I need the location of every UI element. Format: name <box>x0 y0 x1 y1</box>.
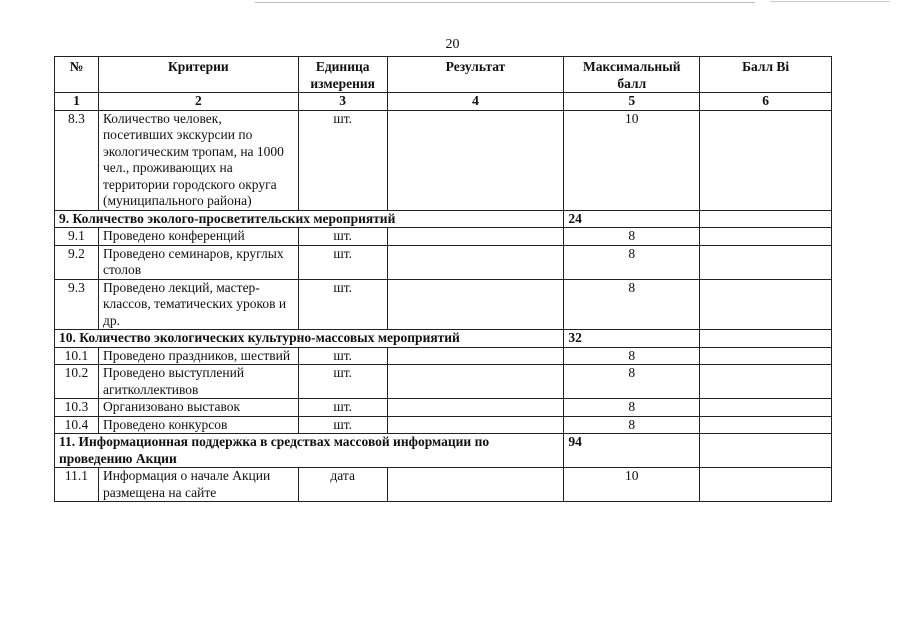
table-row <box>55 365 832 399</box>
row-result <box>387 228 564 246</box>
row-result <box>387 347 564 365</box>
column-number: 4 <box>387 93 564 111</box>
row-score <box>700 110 832 210</box>
column-number: 2 <box>98 93 298 111</box>
section-max-score: 24 <box>564 210 700 228</box>
section-score <box>700 330 832 348</box>
column-number: 1 <box>55 93 99 111</box>
row-unit: дата <box>298 468 387 502</box>
row-criteria: Проведено конкурсов <box>98 416 298 434</box>
row-criteria: Организовано выставок <box>98 399 298 417</box>
header-criteria: Критерии <box>98 57 298 93</box>
row-max-score: 10 <box>564 110 700 210</box>
table-row <box>55 416 832 434</box>
table-row <box>55 245 832 279</box>
row-number: 10.1 <box>55 347 99 365</box>
section-max-score: 94 <box>564 434 700 468</box>
row-number: 10.3 <box>55 399 99 417</box>
row-max-score: 8 <box>564 416 700 434</box>
section-title: 9. Количество эколого-просветительских мероприятий <box>55 210 564 228</box>
header-max: Максимальный балл <box>564 57 700 93</box>
header-result: Результат <box>387 57 564 93</box>
row-max-score: 8 <box>564 279 700 330</box>
section-row <box>55 434 832 468</box>
table-header-row <box>55 57 832 93</box>
row-score <box>700 399 832 417</box>
row-score <box>700 245 832 279</box>
row-max-score: 10 <box>564 468 700 502</box>
column-number: 6 <box>700 93 832 111</box>
row-unit: шт. <box>298 228 387 246</box>
row-unit: шт. <box>298 110 387 210</box>
section-max-score: 32 <box>564 330 700 348</box>
row-result <box>387 468 564 502</box>
row-criteria: Проведено праздников, шествий <box>98 347 298 365</box>
row-score <box>700 416 832 434</box>
row-result <box>387 245 564 279</box>
row-criteria: Проведено конференций <box>98 228 298 246</box>
row-criteria: Информация о начале Акции размещена на сайте <box>98 468 298 502</box>
header-num: № <box>55 57 99 93</box>
section-score <box>700 434 832 468</box>
row-result <box>387 365 564 399</box>
row-number: 9.1 <box>55 228 99 246</box>
column-number: 5 <box>564 93 700 111</box>
row-max-score: 8 <box>564 347 700 365</box>
row-number: 9.3 <box>55 279 99 330</box>
row-score <box>700 347 832 365</box>
row-unit: шт. <box>298 365 387 399</box>
row-score <box>700 279 832 330</box>
page-number: 20 <box>445 37 460 52</box>
table-row <box>55 468 832 502</box>
row-max-score: 8 <box>564 245 700 279</box>
row-unit: шт. <box>298 416 387 434</box>
row-criteria: Проведено лекций, мастер-классов, тематических уроков и др. <box>98 279 298 330</box>
row-unit: шт. <box>298 279 387 330</box>
row-unit: шт. <box>298 399 387 417</box>
row-max-score: 8 <box>564 399 700 417</box>
row-number: 9.2 <box>55 245 99 279</box>
row-result <box>387 416 564 434</box>
row-criteria: Количество человек, посетивших экскурсии по экологическим тропам, на 1000 чел., проживающих на территории городского округа (муниципального района) <box>98 110 298 210</box>
column-number: 3 <box>298 93 387 111</box>
criteria-table <box>54 56 832 502</box>
row-result <box>387 110 564 210</box>
row-score <box>700 365 832 399</box>
header-unit: Единица измерения <box>298 57 387 93</box>
row-unit: шт. <box>298 245 387 279</box>
scan-edge-line <box>770 1 890 2</box>
row-number: 11.1 <box>55 468 99 502</box>
row-max-score: 8 <box>564 365 700 399</box>
column-number-row <box>55 93 832 111</box>
scan-edge-line <box>255 2 755 3</box>
row-result <box>387 279 564 330</box>
row-number: 8.3 <box>55 110 99 210</box>
row-result <box>387 399 564 417</box>
row-unit: шт. <box>298 347 387 365</box>
row-number: 10.4 <box>55 416 99 434</box>
row-max-score: 8 <box>564 228 700 246</box>
section-score <box>700 210 832 228</box>
row-score <box>700 468 832 502</box>
row-number: 10.2 <box>55 365 99 399</box>
table-row <box>55 347 832 365</box>
row-criteria: Проведено выступлений агитколлективов <box>98 365 298 399</box>
section-title: 11. Информационная поддержка в средствах массовой информации по проведению Акции <box>55 434 564 468</box>
row-criteria: Проведено семинаров, круглых столов <box>98 245 298 279</box>
table-row <box>55 110 832 210</box>
section-row <box>55 210 832 228</box>
table-row <box>55 279 832 330</box>
table-row <box>55 228 832 246</box>
row-score <box>700 228 832 246</box>
section-title: 10. Количество экологических культурно-массовых мероприятий <box>55 330 564 348</box>
header-score: Балл Вi <box>700 57 832 93</box>
section-row <box>55 330 832 348</box>
table-row <box>55 399 832 417</box>
